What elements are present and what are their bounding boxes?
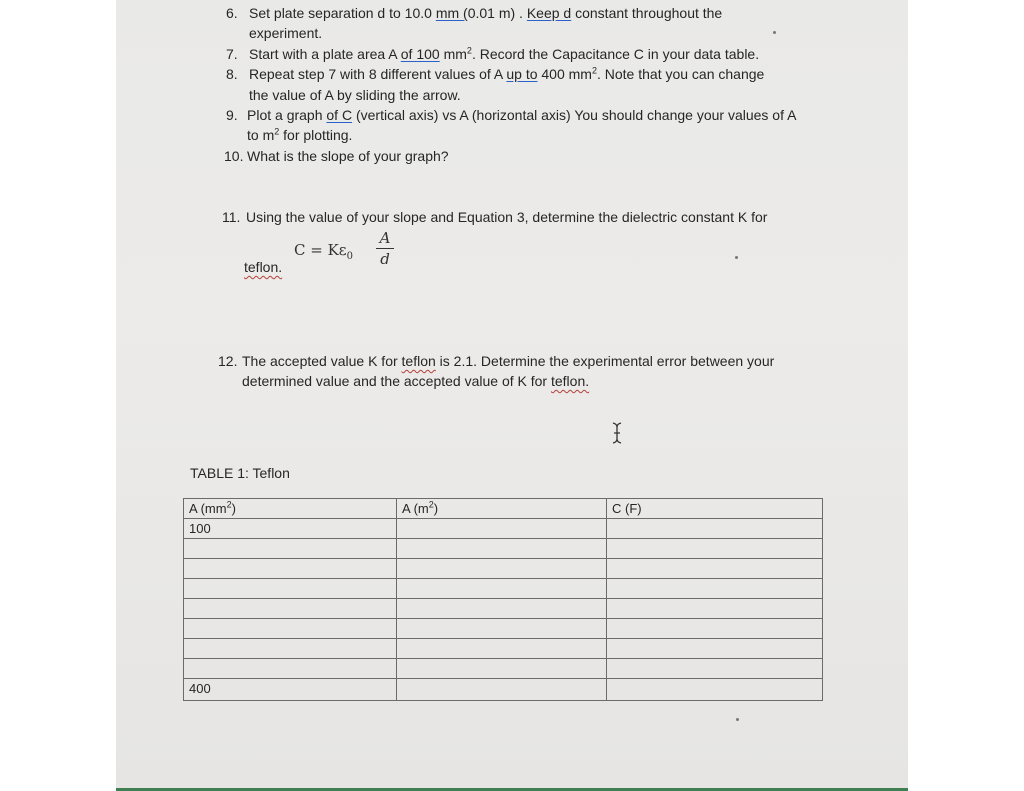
table-cell[interactable] (184, 659, 397, 679)
step-11-number: 11. (222, 209, 241, 225)
table-cell[interactable] (607, 619, 823, 639)
step-12-text: The accepted value K for teflon is 2.1. Determine the experimental error between your (242, 353, 775, 369)
formula-fraction: A d (376, 230, 394, 267)
step-7-text: Start with a plate area A of 100 $mm^2$. Record the Capacitance C in your data table. (249, 45, 760, 62)
step-9-text: Plot a graph of C (vertical axis) vs A (horizontal axis) You should change your values of A (247, 107, 797, 123)
step-6-text-line2: experiment. (249, 25, 323, 41)
step-6-number: 6. (226, 5, 238, 21)
table-cell[interactable] (397, 579, 607, 599)
table-cell[interactable] (607, 539, 823, 559)
table-cell[interactable] (397, 619, 607, 639)
step-10-number: 10. (224, 148, 244, 164)
step-9-text-line2: to $m^2$ for plotting. (247, 126, 353, 143)
step-10-text: What is the slope of your graph? (247, 148, 449, 164)
table-cell[interactable] (607, 659, 823, 679)
step-8-text: Repeat step 7 with 8 different values of A up to 400 $mm^2$. Note that you can change (249, 65, 765, 82)
header-area-mm2: A $(mm^2)$ (184, 499, 397, 519)
table-row (184, 579, 823, 599)
speck (735, 256, 738, 259)
table-cell[interactable] (607, 679, 823, 701)
table-cell[interactable] (184, 599, 397, 619)
table-row (184, 559, 823, 579)
speck (736, 718, 739, 721)
table-row (184, 679, 823, 701)
formula-lhs: $C = K\varepsilon_0$ (294, 241, 353, 262)
table-cell[interactable] (607, 519, 823, 539)
table-cell[interactable] (184, 539, 397, 559)
table-title: TABLE 1: Teflon (190, 465, 290, 481)
table-row (184, 599, 823, 619)
table-cell[interactable] (184, 619, 397, 639)
data-table (183, 498, 823, 701)
header-area-m2: A $(m^2)$ (397, 499, 607, 519)
header-capacitance: C (F) (607, 499, 823, 519)
table-cell[interactable] (607, 599, 823, 619)
step-12-number: 12. (218, 353, 238, 369)
table-cell[interactable] (184, 579, 397, 599)
text-cursor-icon (610, 422, 624, 444)
table-cell[interactable] (397, 679, 607, 701)
table-cell[interactable]: 400 (184, 679, 397, 701)
table-cell[interactable] (397, 659, 607, 679)
table-cell[interactable] (397, 519, 607, 539)
table-cell[interactable] (397, 599, 607, 619)
step-9-number: 9. (226, 107, 238, 123)
step-8-number: 8. (226, 66, 238, 82)
table-cell[interactable] (607, 639, 823, 659)
step-8-text-line2: the value of A by sliding the arrow. (249, 87, 461, 103)
table-row (184, 659, 823, 679)
table-row (184, 539, 823, 559)
step-7-number: 7. (226, 46, 238, 62)
table-cell[interactable] (607, 559, 823, 579)
table-row (184, 639, 823, 659)
table-row (184, 519, 823, 539)
table-cell[interactable] (397, 539, 607, 559)
table-header-row (184, 499, 823, 519)
table-cell[interactable] (397, 559, 607, 579)
table-cell[interactable] (607, 579, 823, 599)
step-11-text: Using the value of your slope and Equation 3, determine the dielectric constant K for (246, 209, 768, 225)
table-cell[interactable] (184, 559, 397, 579)
speck (773, 31, 776, 34)
table-cell[interactable] (184, 639, 397, 659)
table-row (184, 619, 823, 639)
table-cell[interactable]: 100 (184, 519, 397, 539)
table-cell[interactable] (397, 639, 607, 659)
step-12-text-line2: determined value and the accepted value of K for teflon. (242, 373, 590, 389)
step-11-text-line2: teflon. (244, 259, 283, 275)
step-6-text: Set plate separation d to 10.0 mm (0.01 m) . Keep d constant throughout the (249, 5, 723, 21)
